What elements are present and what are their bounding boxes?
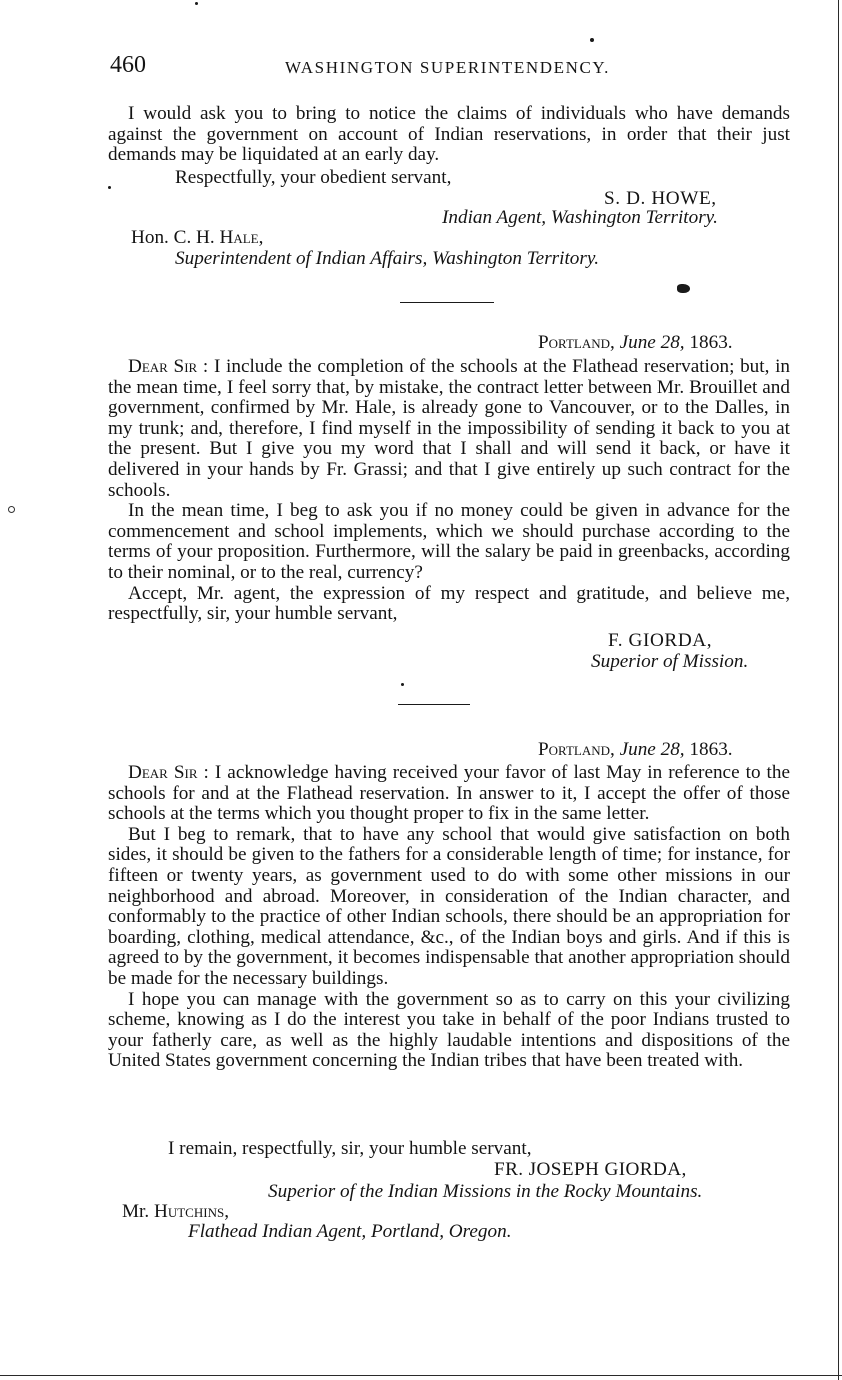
letter3-addressee-title: Flathead Indian Agent, Portland, Oregon. bbox=[188, 1221, 512, 1242]
letter3-signer: FR. JOSEPH GIORDA, bbox=[494, 1159, 687, 1180]
letter2-date-year: 1863. bbox=[689, 332, 733, 353]
letter3-date-month-day: June 28, bbox=[619, 739, 685, 760]
section-divider bbox=[400, 302, 494, 303]
scan-speck bbox=[195, 2, 198, 5]
page-edge-right bbox=[838, 0, 839, 1380]
scan-speck bbox=[590, 38, 594, 42]
letter2-paragraph-1-text: I include the completion of the schools at the Flathead reservation; but, in the mean time, I feel sorry that, by mistake, the contract letter between Mr. Brouillet and government, confirmed by Mr. Hale, is already gone to Vancouver, or to the Dalles, in my trunk; and, therefore, I find myself in the impossibility of sending it back to you at the present. But I give you my word that I shall and will send it back, or have it delivered in your hands by Fr. Grassi; and that I give entirely up such contract for the schools. bbox=[108, 356, 791, 501]
letter1-closing: Respectfully, your obedient servant, bbox=[175, 167, 452, 188]
letter2-salutation: Dear Sir : bbox=[128, 356, 209, 377]
letter3-paragraph-2: But I beg to remark, that to have any school that would give satisfaction on both sides, it should be given to the fathers for a considerable length of time; for instance, for fifteen or twenty years, as government used to do with some other missions in our neighborhood and abroad. Moreover, in consideration of the Indian character, and conformably to the practice of other Indian schools, there should be an appropriation for boarding, clothing, medical attendance, &c., of the Indian boys and girls. And if this is agreed to by the government, it becomes indispensable that another appropriation should be made for the necessary buildings. bbox=[108, 823, 790, 989]
letter3-addressee-name: Hutchins, bbox=[154, 1201, 229, 1222]
page-edge-bottom bbox=[0, 1375, 842, 1376]
letter3-date-year: 1863. bbox=[689, 739, 733, 760]
letter2-date-month-day: June 28, bbox=[619, 332, 685, 353]
letter1-addressee-title: Superintendent of Indian Affairs, Washington Territory. bbox=[175, 248, 600, 269]
letter2-paragraph-3: Accept, Mr. agent, the expression of my respect and gratitude, and believe me, respectfully, sir, your humble servant, bbox=[108, 582, 790, 625]
letter3-place: Portland, bbox=[538, 739, 615, 760]
letter3-salutation: Dear Sir : bbox=[128, 762, 209, 783]
scan-speck bbox=[108, 186, 111, 189]
letter1-addressee-name: C. H. Hale, bbox=[173, 227, 264, 248]
letter3-signer-title: Superior of the Indian Missions in the Rocky Mountains. bbox=[268, 1181, 703, 1202]
letter3-body bbox=[108, 763, 790, 1072]
letter3-paragraph-1 bbox=[108, 763, 790, 825]
letter1-signer: S. D. HOWE, bbox=[604, 188, 717, 209]
page-number: 460 bbox=[110, 52, 146, 78]
letter3-dateline bbox=[538, 740, 733, 761]
scan-speck bbox=[8, 506, 15, 513]
letter2-signer: F. GIORDA, bbox=[608, 630, 713, 651]
letter2-paragraph-2: In the mean time, I beg to ask you if no money could be given in advance for the commencement and school implements, which we should purchase according to the terms of your proposition. Furthermore, will the salary be paid in greenbacks, according to their nominal, or to the real, currency? bbox=[108, 500, 790, 583]
letter3-paragraph-1-text: I acknowledge having received your favor of last May in reference to the schools for and at the Flathead reservation. In answer to it, I accept the offer of those schools at the terms which you thought proper to fix in the same letter. bbox=[108, 762, 790, 825]
scan-speck bbox=[401, 683, 404, 686]
letter1-body bbox=[108, 104, 790, 166]
letter2-signer-title: Superior of Mission. bbox=[591, 651, 749, 672]
letter1-signer-title: Indian Agent, Washington Territory. bbox=[442, 207, 718, 228]
letter2-body bbox=[108, 357, 790, 625]
letter1-addressee bbox=[131, 228, 263, 249]
letter2-dateline bbox=[538, 333, 733, 354]
letter3-addressee bbox=[122, 1202, 229, 1223]
ink-blot bbox=[677, 284, 690, 293]
letter3-paragraph-3: I hope you can manage with the government so as to carry on this your civilizing scheme, knowing as I do the interest you take in behalf of the poor Indians trusted to your fatherly care, as well as the highly laudable intentions and dispositions of the United States government concerning the Indian tribes that have been treated with. bbox=[108, 988, 790, 1072]
letter1-paragraph: I would ask you to bring to notice the claims of individuals who have demands against the government on account of Indian reservations, in order that their just demands may be liquidated at an early day. bbox=[108, 103, 790, 166]
letter3-addressee-prefix: Mr. bbox=[122, 1201, 150, 1222]
letter2-place: Portland, bbox=[538, 332, 615, 353]
letter3-closing: I remain, respectfully, sir, your humble servant, bbox=[168, 1138, 532, 1159]
running-title: WASHINGTON SUPERINTENDENCY. bbox=[285, 58, 610, 77]
letter1-addressee-prefix: Hon. bbox=[131, 227, 169, 248]
section-divider bbox=[398, 704, 470, 705]
letter2-paragraph-1 bbox=[108, 357, 790, 501]
